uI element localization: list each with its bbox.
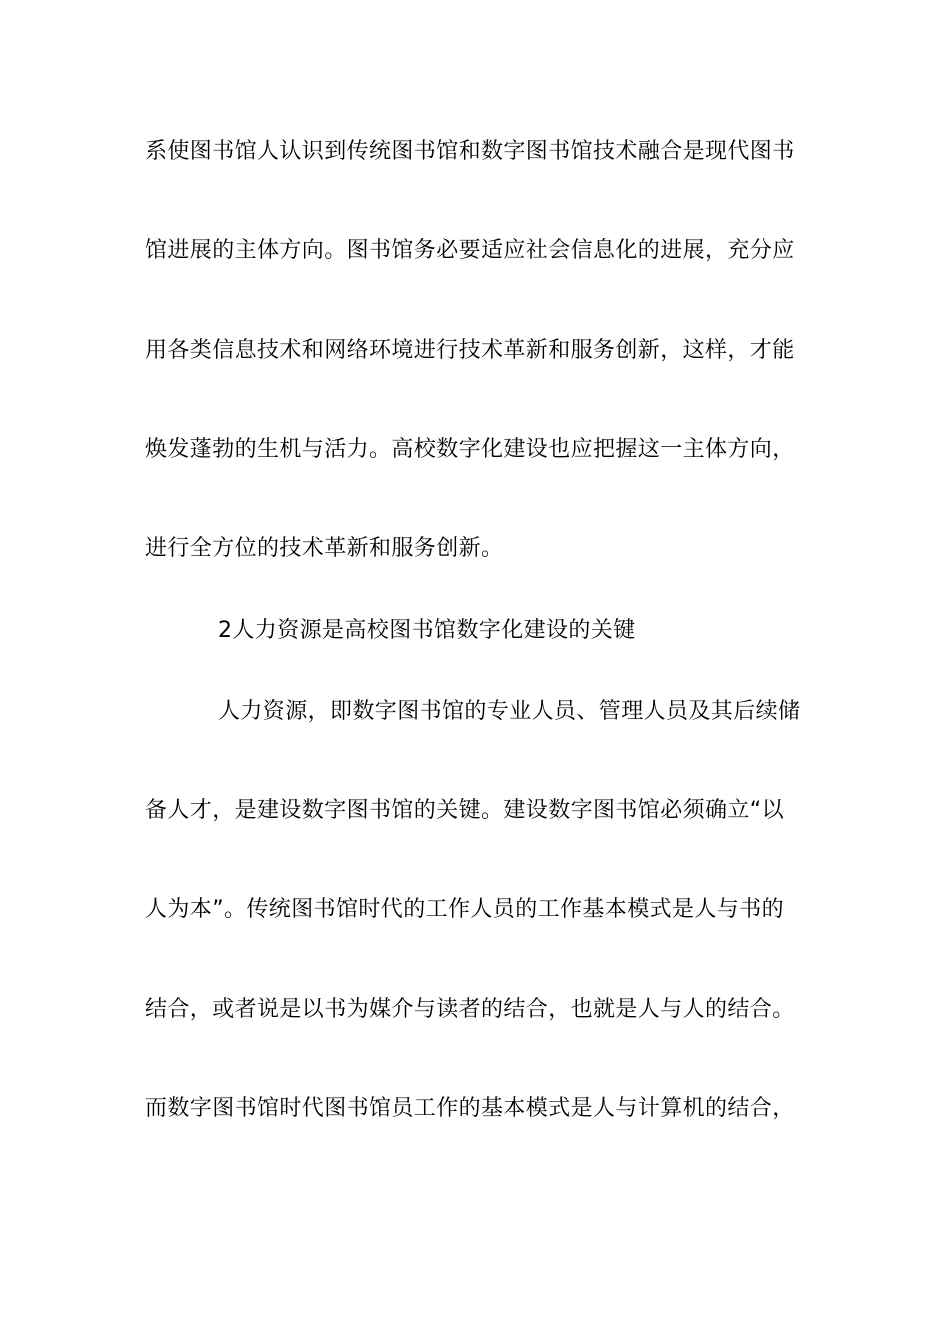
paragraph-line: 系使图书馆人认识到传统图书馆和数字图书馆技术融合是现代图书 [145,139,795,164]
paragraph-line: 人力资源，即数字图书馆的专业人员、管理人员及其后续储 [218,699,801,724]
paragraph-line: 进行全方位的技术革新和服务创新。 [145,536,504,561]
section-heading: 2人力资源是高校图书馆数字化建设的关键 [218,618,636,643]
paragraph-line: 备人才，是建设数字图书馆的关键。建设数字图书馆必须确立“以 [145,798,784,823]
paragraph-line: 用各类信息技术和网络环境进行技术革新和服务创新，这样，才能 [145,338,795,363]
paragraph-line: 而数字图书馆时代图书馆员工作的基本模式是人与计算机的结合， [145,1096,795,1121]
paragraph-line: 馆进展的主体方向。图书馆务必要适应社会信息化的进展，充分应 [145,238,795,263]
paragraph-line: 焕发蓬勃的生机与活力。高校数字化建设也应把握这一主体方向， [145,437,795,462]
paragraph-line: 结合，或者说是以书为媒介与读者的结合，也就是人与人的结合。 [145,997,795,1022]
paragraph-line: 人为本”。传统图书馆时代的工作人员的工作基本模式是人与书的 [145,897,784,922]
